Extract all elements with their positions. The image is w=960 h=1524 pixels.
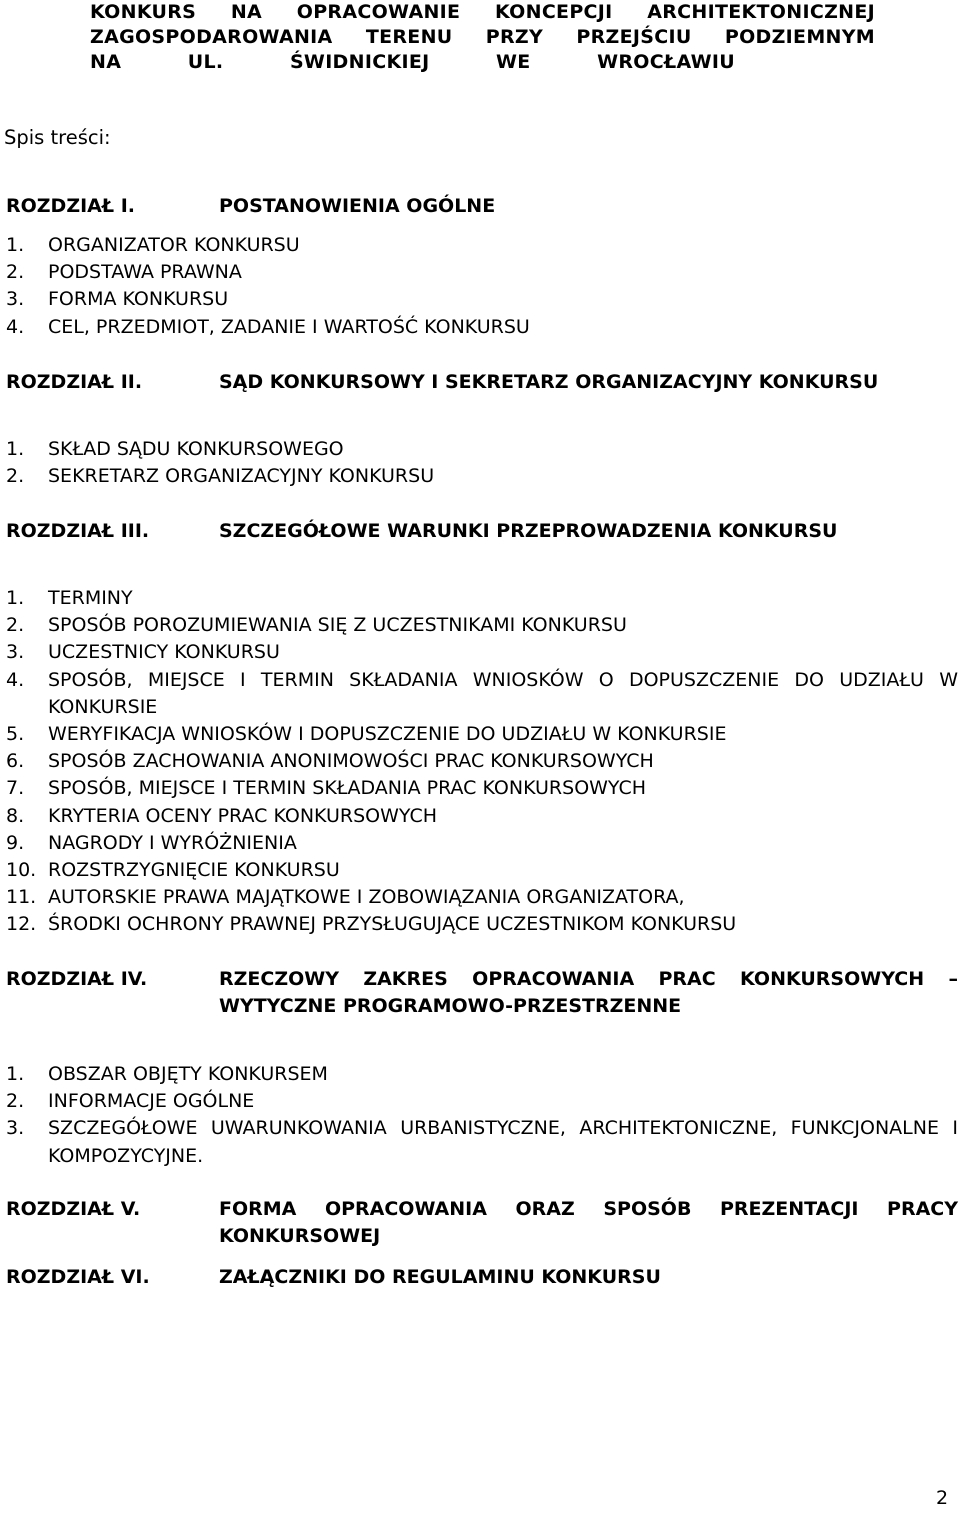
toc-item-number: 1. <box>6 587 25 609</box>
toc-item-number: 5. <box>6 723 25 746</box>
chapter-number: ROZDZIAŁ III. <box>6 520 150 542</box>
toc-item-text: NAGRODY I WYRÓŻNIENIA <box>48 831 297 854</box>
toc-item <box>6 857 958 884</box>
toc-item-text: WERYFIKACJA WNIOSKÓW I DOPUSZCZENIE DO UDZIAŁU W KONKURSIE <box>48 723 727 746</box>
toc-item-text: FORMA KONKURSU <box>48 288 229 311</box>
toc-item <box>6 1061 958 1088</box>
toc-item <box>6 585 958 612</box>
toc-item-number: 3. <box>6 288 25 311</box>
chapter-number: ROZDZIAŁ V. <box>6 1198 141 1220</box>
toc-item <box>6 463 958 490</box>
toc-item-number: 9. <box>6 831 25 854</box>
toc-item <box>6 667 958 721</box>
toc-item-number: 12. <box>6 913 37 936</box>
toc-item-text: ROZSTRZYGNIĘCIE KONKURSU <box>48 859 340 882</box>
toc-item <box>6 911 958 938</box>
toc-item <box>6 748 958 775</box>
toc-item-number: 2. <box>6 261 25 284</box>
toc-item-text: SPOSÓB POROZUMIEWANIA SIĘ Z UCZESTNIKAMI KONKURSU <box>48 614 627 637</box>
toc-item-number: 1. <box>6 234 25 256</box>
chapter-title: FORMA OPRACOWANIA ORAZ SPOSÓB PREZENTACJI PRACY KONKURSOWEJ <box>219 1198 958 1247</box>
chapter-number: ROZDZIAŁ II. <box>6 371 143 393</box>
header-line-3: NA UL. ŚWIDNICKIEJ WE WROCŁAWIU <box>90 51 735 73</box>
toc-item <box>6 436 958 463</box>
toc-item <box>6 803 958 830</box>
chapter-title: SĄD KONKURSOWY I SEKRETARZ ORGANIZACYJNY KONKURSU <box>219 371 879 393</box>
toc-item <box>6 1088 958 1115</box>
chapter-heading-3 <box>6 518 958 545</box>
chapter-heading-5 <box>6 1196 958 1250</box>
chapter-title: SZCZEGÓŁOWE WARUNKI PRZEPROWADZENIA KONKURSU <box>219 520 838 542</box>
toc-item-number: 2. <box>6 465 25 488</box>
toc-item <box>6 830 958 857</box>
chapter-heading-1 <box>6 193 958 220</box>
toc-item-number: 3. <box>6 641 25 664</box>
toc-item-number: 1. <box>6 1063 25 1085</box>
toc-item-text: UCZESTNICY KONKURSU <box>48 641 280 664</box>
toc-item-number: 2. <box>6 1090 25 1113</box>
toc-item-text: CEL, PRZEDMIOT, ZADANIE I WARTOŚĆ KONKURSU <box>48 315 530 338</box>
chapter-1-item-list <box>6 232 958 341</box>
toc-item <box>6 775 958 802</box>
chapter-title: RZECZOWY ZAKRES OPRACOWANIA PRAC KONKURSOWYCH – WYTYCZNE PROGRAMOWO-PRZESTRZENNE <box>219 968 958 1017</box>
toc-item <box>6 721 958 748</box>
toc-item-text: INFORMACJE OGÓLNE <box>48 1090 255 1113</box>
toc-item-text: KRYTERIA OCENY PRAC KONKURSOWYCH <box>48 804 438 827</box>
toc-item-text: TERMINY <box>48 587 133 609</box>
toc-item <box>6 612 958 639</box>
chapter-4-item-list <box>6 1061 958 1170</box>
toc-item-number: 4. <box>6 315 25 338</box>
toc-item <box>6 1115 958 1169</box>
toc-item-number: 6. <box>6 750 25 773</box>
chapter-number: ROZDZIAŁ VI. <box>6 1266 150 1288</box>
toc-item-text: SPOSÓB ZACHOWANIA ANONIMOWOŚCI PRAC KONKURSOWYCH <box>48 750 654 773</box>
chapter-number: ROZDZIAŁ IV. <box>6 968 148 990</box>
toc-item <box>6 639 958 666</box>
header-line-1: KONKURS NA OPRACOWANIE KONCEPCJI ARCHITEKTONICZNEJ <box>90 1 875 23</box>
chapter-title: POSTANOWIENIA OGÓLNE <box>219 195 496 217</box>
chapter-number: ROZDZIAŁ I. <box>6 195 135 217</box>
toc-item-number: 11. <box>6 886 37 909</box>
toc-item-text: PODSTAWA PRAWNA <box>48 261 242 284</box>
toc-item-text: ORGANIZATOR KONKURSU <box>48 234 300 256</box>
chapter-title: ZAŁĄCZNIKI DO REGULAMINU KONKURSU <box>219 1266 661 1288</box>
toc-item-text: OBSZAR OBJĘTY KONKURSEM <box>48 1063 328 1085</box>
toc-item-text: SPOSÓB, MIEJSCE I TERMIN SKŁADANIA PRAC KONKURSOWYCH <box>48 777 647 800</box>
toc-item-text: AUTORSKIE PRAWA MAJĄTKOWE I ZOBOWIĄZANIA ORGANIZATORA, <box>48 886 685 909</box>
chapter-heading-4 <box>6 966 958 1020</box>
page-number: 2 <box>936 1487 949 1509</box>
toc-item <box>6 884 958 911</box>
toc-title: Spis treści: <box>4 126 111 149</box>
toc-item-number: 2. <box>6 614 25 637</box>
toc-item-number: 7. <box>6 777 25 800</box>
toc-item-number: 8. <box>6 804 25 827</box>
header-line-2: ZAGOSPODAROWANIA TERENU PRZY PRZEJŚCIU PODZIEMNYM <box>90 26 875 48</box>
chapter-heading-6 <box>6 1264 958 1291</box>
chapter-heading-2 <box>6 369 958 396</box>
toc-item-number: 4. <box>6 668 25 691</box>
toc-item <box>6 232 958 259</box>
toc-item-text: ŚRODKI OCHRONY PRAWNEJ PRZYSŁUGUJĄCE UCZESTNIKOM KONKURSU <box>48 913 737 936</box>
toc-item-number: 10. <box>6 859 37 882</box>
toc-item-number: 3. <box>6 1117 25 1140</box>
toc-item-text: SPOSÓB, MIEJSCE I TERMIN SKŁADANIA WNIOSKÓW O DOPUSZCZENIE DO UDZIAŁU W KONKURSIE <box>48 668 958 718</box>
toc-item <box>6 314 958 341</box>
document-header <box>90 0 875 75</box>
chapter-2-item-list <box>6 436 958 490</box>
toc-item-number: 1. <box>6 438 25 460</box>
chapter-3-item-list <box>6 585 958 939</box>
toc-item-text: SEKRETARZ ORGANIZACYJNY KONKURSU <box>48 465 435 488</box>
toc-item-text: SZCZEGÓŁOWE UWARUNKOWANIA URBANISTYCZNE, ARCHITEKTONICZNE, FUNKCJONALNE I KOMPOZYCYJNE. <box>48 1117 958 1167</box>
toc-item-text: SKŁAD SĄDU KONKURSOWEGO <box>48 438 344 460</box>
toc-item <box>6 286 958 313</box>
toc-item <box>6 259 958 286</box>
